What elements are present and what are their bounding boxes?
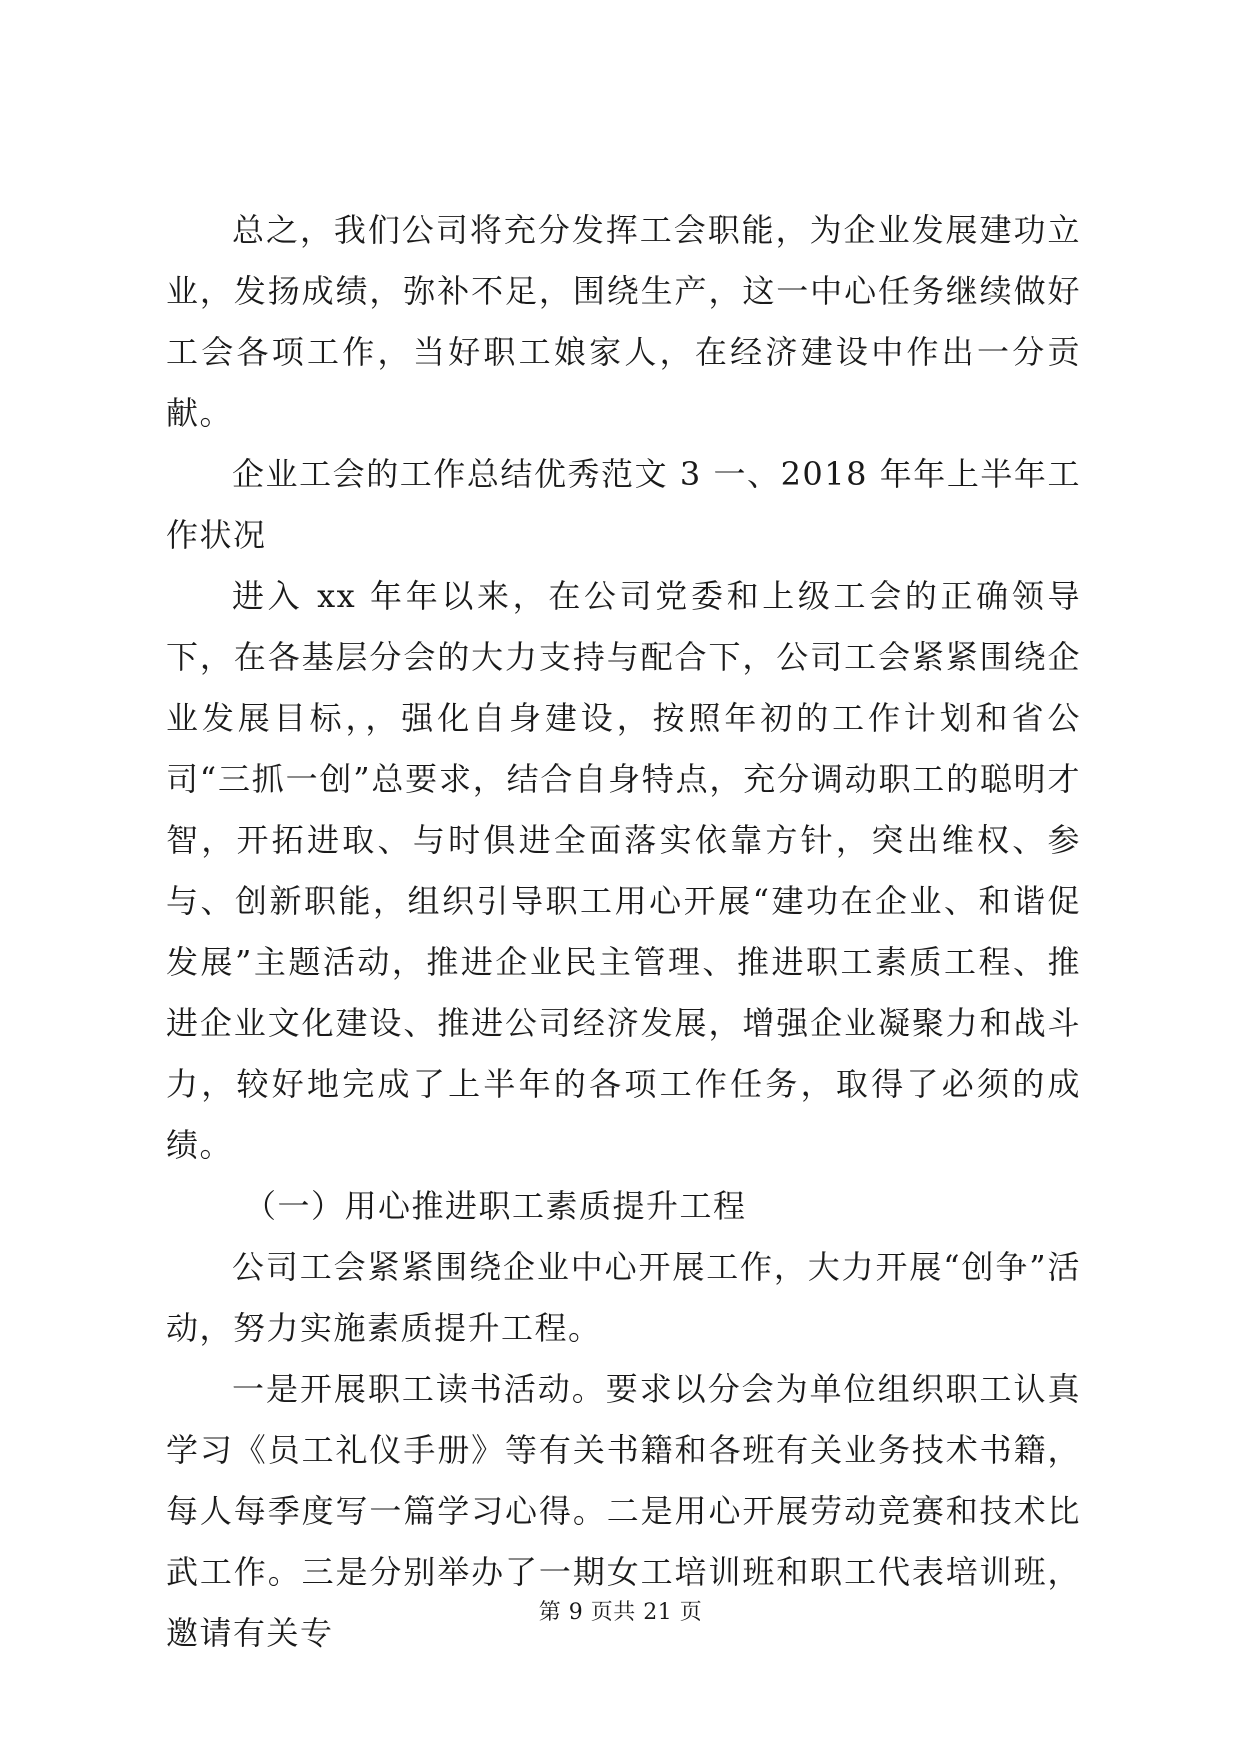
paragraph-overview: 进入 xx 年年以来，在公司党委和上级工会的正确领导下，在各基层分会的大力支持与配合下，公司工会紧紧围绕企业发展目标，，强化自身建设，按照年初的工作计划和省公司“三抓一创”总要求，结合自身特点，充分调动职工的聪明才智，开拓进取、与时俱进全面落实依靠方针，突出维权、参与、创新职能，组织引导职工用心开展“建功在企业、和谐促发展”主题活动，推进企业民主管理、推进职工素质工程、推进企业文化建设、推进公司经济发展，增强企业凝聚力和战斗力，较好地完成了上半年的各项工作任务，取得了必须的成绩。 [166, 577, 1081, 1164]
section-heading: （一）用心推进职工素质提升工程 [244, 1187, 747, 1225]
page-total: 共 21 页 [613, 1600, 703, 1625]
page-number: 第 9 页 [538, 1600, 614, 1625]
document-body [166, 200, 1081, 1664]
paragraph-title: 企业工会的工作总结优秀范文 3 一、2018 年年上半年工作状况 [166, 455, 1081, 554]
paragraph-activities: 一是开展职工读书活动。要求以分会为单位组织职工认真学习《员工礼仪手册》等有关书籍和各班有关业务技术书籍，每人每季度写一篇学习心得。二是用心开展劳动竞赛和技术比武工作。三是分别举办了一期女工培训班和职工代表培训班，邀请有关专 [166, 1370, 1081, 1652]
page-footer [0, 1598, 1241, 1628]
paragraph-summary: 总之，我们公司将充分发挥工会职能，为企业发展建功立业，发扬成绩，弥补不足，围绕生产，这一中心任务继续做好工会各项工作，当好职工娘家人，在经济建设中作出一分贡献。 [166, 211, 1081, 432]
paragraph-section-intro: 公司工会紧紧围绕企业中心开展工作，大力开展“创争”活动，努力实施素质提升工程。 [166, 1248, 1081, 1347]
